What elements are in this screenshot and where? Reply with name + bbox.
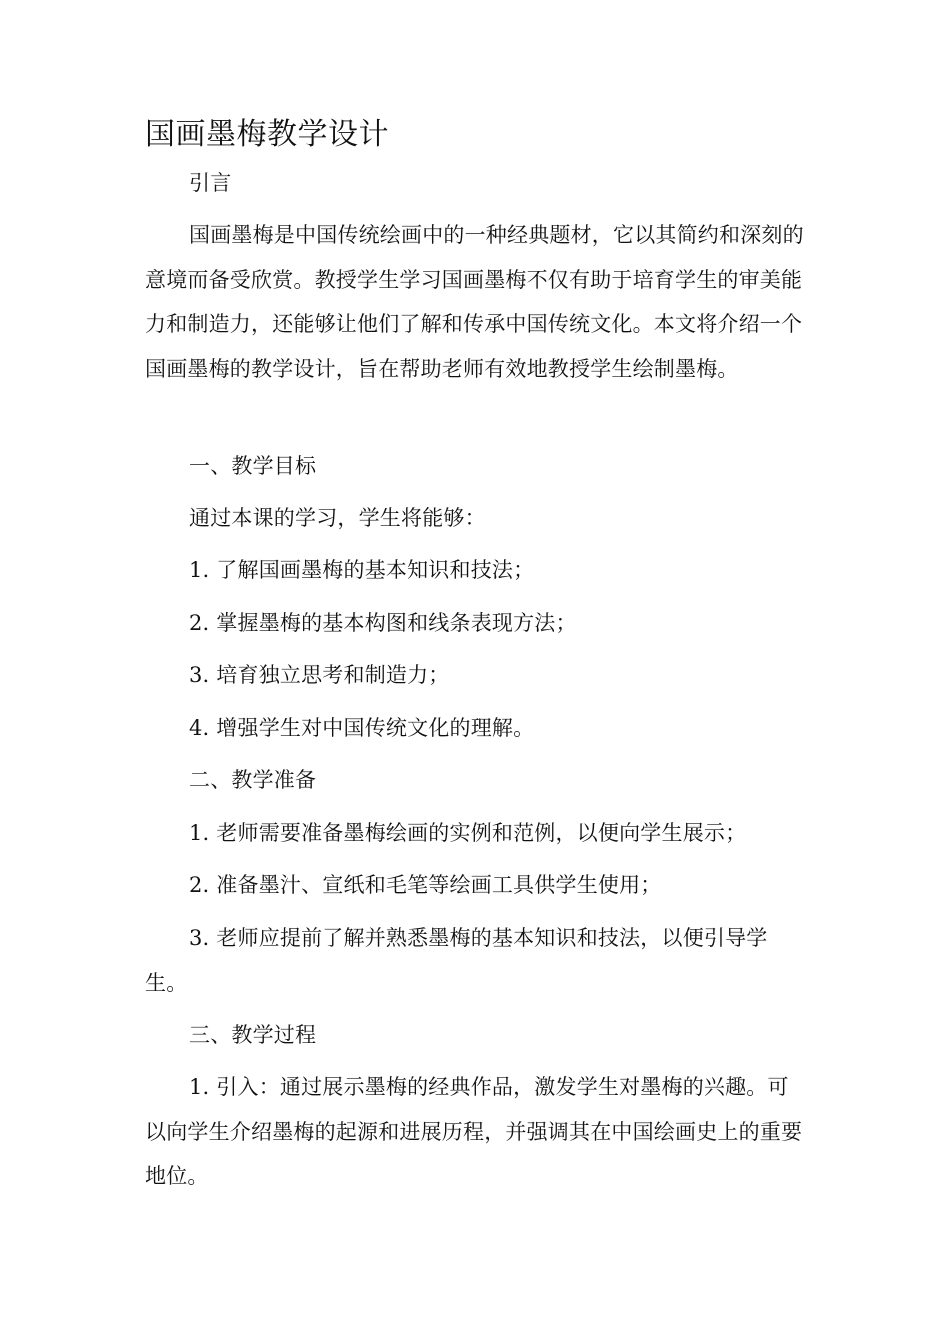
- process-item-1: 1. 引入：通过展示墨梅的经典作品，激发学生对墨梅的兴趣。可以向学生介绍墨梅的起源和进展历程，并强调其在中国绘画史上的重要地位。: [145, 1075, 803, 1189]
- goals-lead-paragraph: 通过本课的学习，学生将能够：: [189, 506, 486, 530]
- section-heading-goals: 一、教学目标: [189, 454, 317, 478]
- preparation-item-2: 2. 准备墨汁、宣纸和毛笔等绘画工具供学生使用；: [189, 873, 662, 897]
- section-heading-process: 三、教学过程: [189, 1023, 317, 1047]
- goal-item-3: 3. 培育独立思考和制造力；: [189, 663, 450, 687]
- section-heading-intro: 引言: [189, 171, 232, 195]
- goal-item-4: 4. 增强学生对中国传统文化的理解。: [189, 716, 535, 740]
- document-title: 国画墨梅教学设计: [145, 117, 389, 152]
- section-heading-preparation: 二、教学准备: [189, 768, 317, 792]
- preparation-item-1: 1. 老师需要准备墨梅绘画的实例和范例，以便向学生展示；: [189, 821, 747, 845]
- intro-paragraph: 国画墨梅是中国传统绘画中的一种经典题材，它以其简约和深刻的意境而备受欣赏。教授学生学习国画墨梅不仅有助于培育学生的审美能力和制造力，还能够让他们了解和传承中国传统文化。本文将介绍一个国画墨梅的教学设计，旨在帮助老师有效地教授学生绘制墨梅。: [145, 223, 804, 381]
- preparation-item-3: 3. 老师应提前了解并熟悉墨梅的基本知识和技法，以便引导学生。: [145, 926, 768, 995]
- goal-item-2: 2. 掌握墨梅的基本构图和线条表现方法；: [189, 611, 577, 635]
- goal-item-1: 1. 了解国画墨梅的基本知识和技法；: [189, 558, 535, 582]
